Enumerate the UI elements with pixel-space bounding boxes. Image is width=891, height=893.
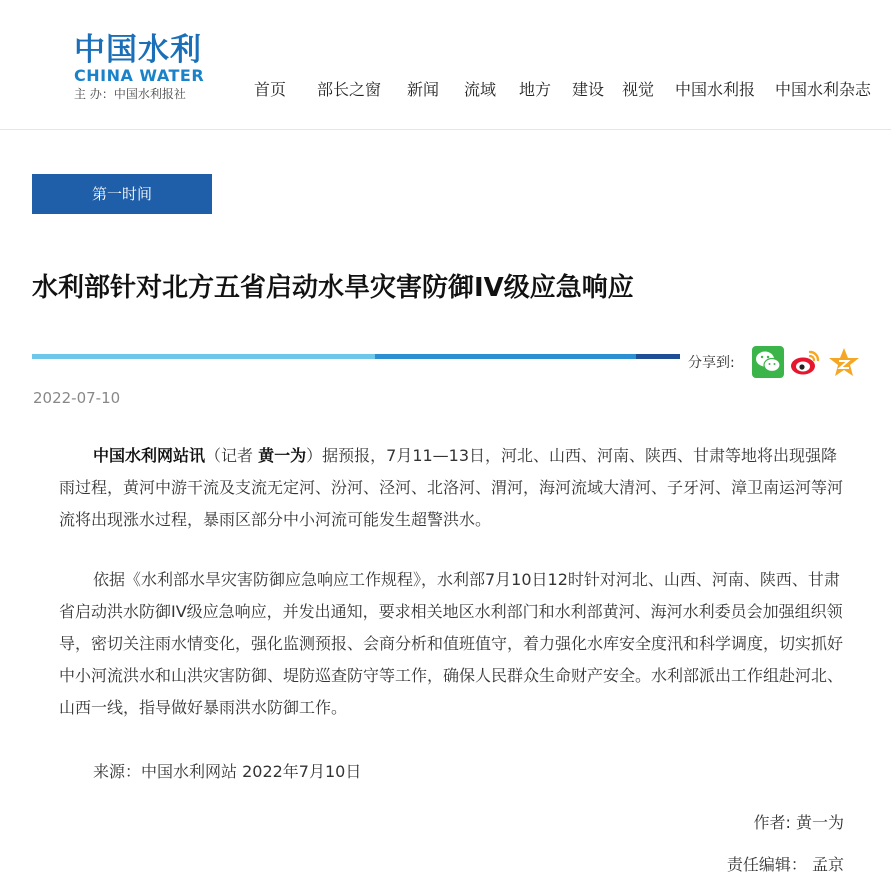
nav-item-news[interactable]: 新闻 xyxy=(407,80,440,99)
logo-english: CHINA WATER xyxy=(74,66,205,85)
logo-chinese: 中国水利 xyxy=(74,32,202,68)
nav-item-construction[interactable]: 建设 xyxy=(572,80,605,99)
publish-date: 2022-07-10 xyxy=(33,389,121,407)
nav-item-local[interactable]: 地方 xyxy=(519,80,552,99)
logo-host: 主 办：中国水利报社 xyxy=(74,87,186,101)
nav-item-magazine[interactable]: 中国水利杂志 xyxy=(775,80,872,99)
source-line: 来源：中国水利网站 2022年7月10日 xyxy=(93,762,362,781)
source-lead: 中国水利网站讯 xyxy=(93,446,206,465)
site-header xyxy=(0,0,891,130)
nav-item-basin[interactable]: 流域 xyxy=(464,80,497,99)
nav-item-visual[interactable]: 视觉 xyxy=(622,80,655,99)
nav-item-home[interactable]: 首页 xyxy=(254,80,287,99)
site-logo[interactable] xyxy=(74,33,204,101)
weibo-icon[interactable] xyxy=(789,346,821,378)
paragraph-1 xyxy=(59,440,849,536)
reporter-name: 黄一为 xyxy=(258,446,307,465)
paragraph-2: 依据《水利部水旱灾害防御应急响应工作规程》，水利部7月10日12时针对河北、山西、河南、陕西、甘肃省启动洪水防御IV级应急响应，并发出通知，要求相关地区水利部门和水利部黄河、海河水利委员会加强组织领导，密切关注雨水情变化，强化监测预报、会商分析和值班值守，着力强化水库安全度汛和科学调度，切实抓好中小河流洪水和山洪灾害防御、堤防巡查防守等工作，确保人民群众生命财产安全。水利部派出工作组赴河北、山西一线，指导做好暴雨洪水防御工作。 xyxy=(59,570,844,717)
article-title: 水利部针对北方五省启动水旱灾害防御IV级应急响应 xyxy=(32,273,634,303)
editor-line: 责任编辑： 孟京 xyxy=(726,855,844,874)
qzone-icon[interactable] xyxy=(828,346,860,378)
share-label: 分享到: xyxy=(688,355,735,371)
reporter-post: ） xyxy=(306,446,323,465)
reporter-pre: （记者 xyxy=(205,446,259,465)
author-line: 作者: 黄一为 xyxy=(753,813,844,832)
title-divider-light xyxy=(32,354,375,359)
title-divider-mid xyxy=(375,354,636,359)
nav-item-newspaper[interactable]: 中国水利报 xyxy=(675,80,756,99)
title-divider-dark xyxy=(636,354,680,359)
paragraph-1-text: 据预报，7月11—13日，河北、山西、河南、陕西、甘肃等地将出现强降雨过程，黄河中游干流及支流无定河、汾河、泾河、北洛河、渭河，海河流域大清河、子牙河、漳卫南运河等河流将出现涨水过程，暴雨区部分中小河流可能发生超警洪水。 xyxy=(59,446,844,529)
wechat-icon[interactable] xyxy=(752,346,784,378)
nav-item-minister[interactable]: 部长之窗 xyxy=(317,80,382,99)
category-tag[interactable]: 第一时间 xyxy=(32,174,212,214)
